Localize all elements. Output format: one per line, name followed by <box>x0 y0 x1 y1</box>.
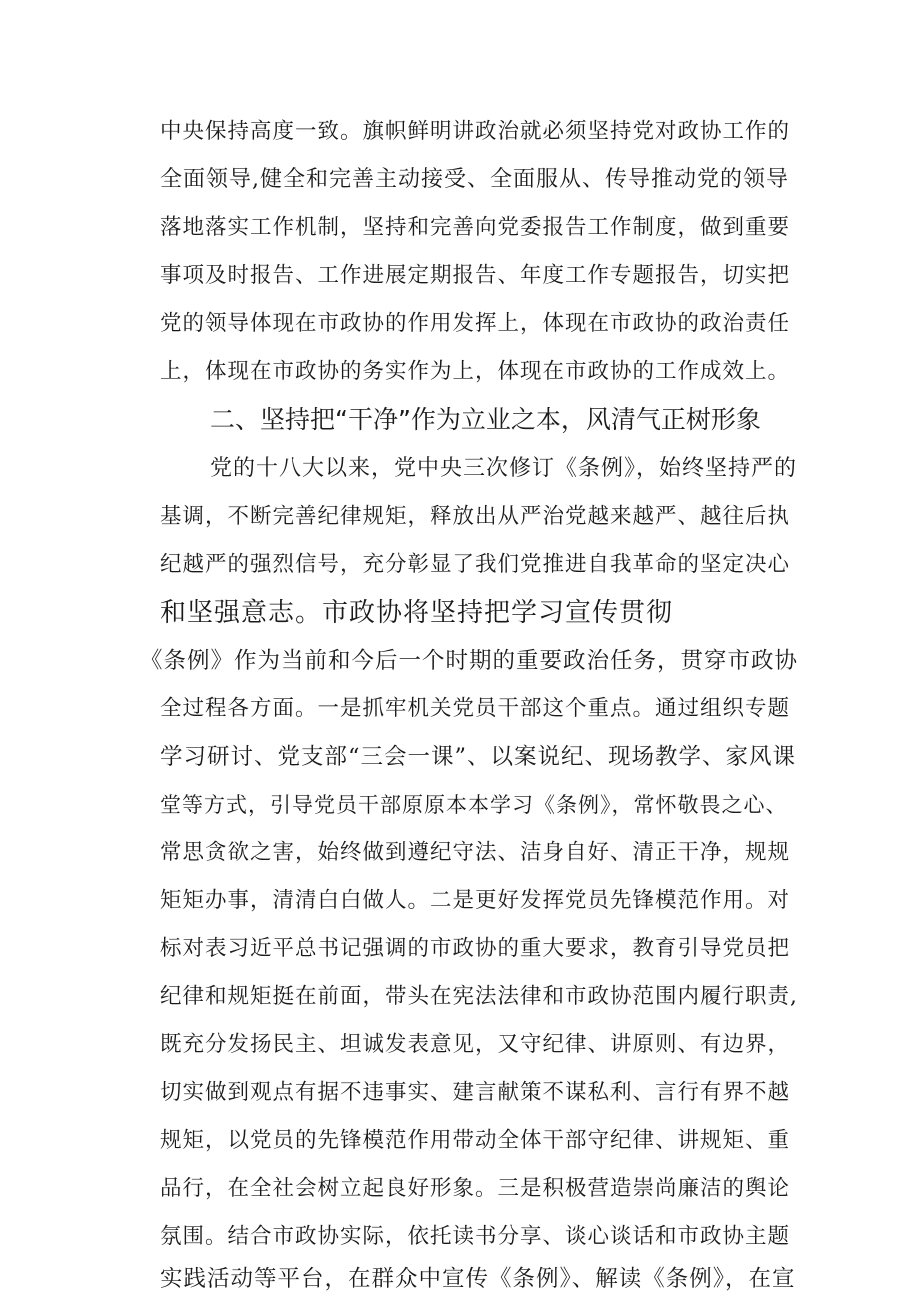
text-line: 纪律和规矩挺在前面，带头在宪法法律和市政协范围内履行职责, <box>160 984 798 1009</box>
text-line: 全面领导,健全和完善主动接受、全面服从、传导推动党的领导 <box>160 167 789 192</box>
text-line: 《条例》作为当前和今后一个时期的重要政治任务，贯穿市政协 <box>140 648 799 674</box>
text-line: 上，体现在市政协的务实作为上，体现在市政协的工作成效上。 <box>160 359 791 384</box>
text-line: 基调，不断完善纪律规矩，释放出从严治党越来越严、越往后执 <box>160 504 791 529</box>
text-line: 中央保持高度一致。旗帜鲜明讲政治就必须坚持党对政协工作的 <box>160 119 791 144</box>
text-line: 实践活动等平台，在群众中宣传《条例》、解读《条例》，在宣 <box>160 1266 796 1292</box>
text-line: 和坚强意志。市政协将坚持把学习宣传贯彻 <box>160 598 674 628</box>
text-line: 氛围。结合市政协实际，依托读书分享、谈心谈话和市政协主题 <box>160 1224 791 1249</box>
text-line: 常思贪欲之害，始终做到遵纪守法、洁身自好、清正干净，规规 <box>160 840 791 865</box>
text-line: 全过程各方面。一是抓牢机关党员干部这个重点。通过组织专题 <box>160 696 791 721</box>
text-line: 标对表习近平总书记强调的市政协的重大要求，教育引导党员把 <box>160 936 791 961</box>
text-line: 切实做到观点有据不违事实、建言献策不谋私利、言行有界不越 <box>160 1080 791 1105</box>
text-line: 纪越严的强烈信号，充分彰显了我们党推进自我革命的坚定决心 <box>160 552 791 577</box>
text-line: 规矩，以党员的先锋模范作用带动全体干部守纪律、讲规矩、重 <box>160 1128 791 1153</box>
text-line: 学习研讨、党支部“三会一课”、以案说纪、现场教学、家风课 <box>160 744 797 770</box>
text-line: 堂等方式，引导党员干部原原本本学习《条例》，常怀敬畏之心、 <box>160 793 788 817</box>
text-line: 党的领导体现在市政协的作用发挥上，体现在市政协的政治责任 <box>160 311 791 336</box>
text-line: 既充分发扬民主、坦诚发表意见，又守纪律、讲原则、有边界， <box>160 1032 791 1057</box>
text-line: 品行，在全社会树立起良好形象。三是积极营造崇尚廉洁的舆论 <box>160 1176 791 1201</box>
section-heading: 二、坚持把“干净”作为立业之本，风清气正树形象 <box>210 405 761 434</box>
text-line: 落地落实工作机制，坚持和完善向党委报告工作制度，做到重要 <box>160 215 791 240</box>
paragraph-first-line: 党的十八大以来，党中央三次修订《条例》，始终坚持严的 <box>210 456 798 481</box>
text-line: 事项及时报告、工作进展定期报告、年度工作专题报告，切实把 <box>160 263 791 288</box>
text-line: 矩矩办事，清清白白做人。二是更好发挥党员先锋模范作用。对 <box>160 888 791 913</box>
